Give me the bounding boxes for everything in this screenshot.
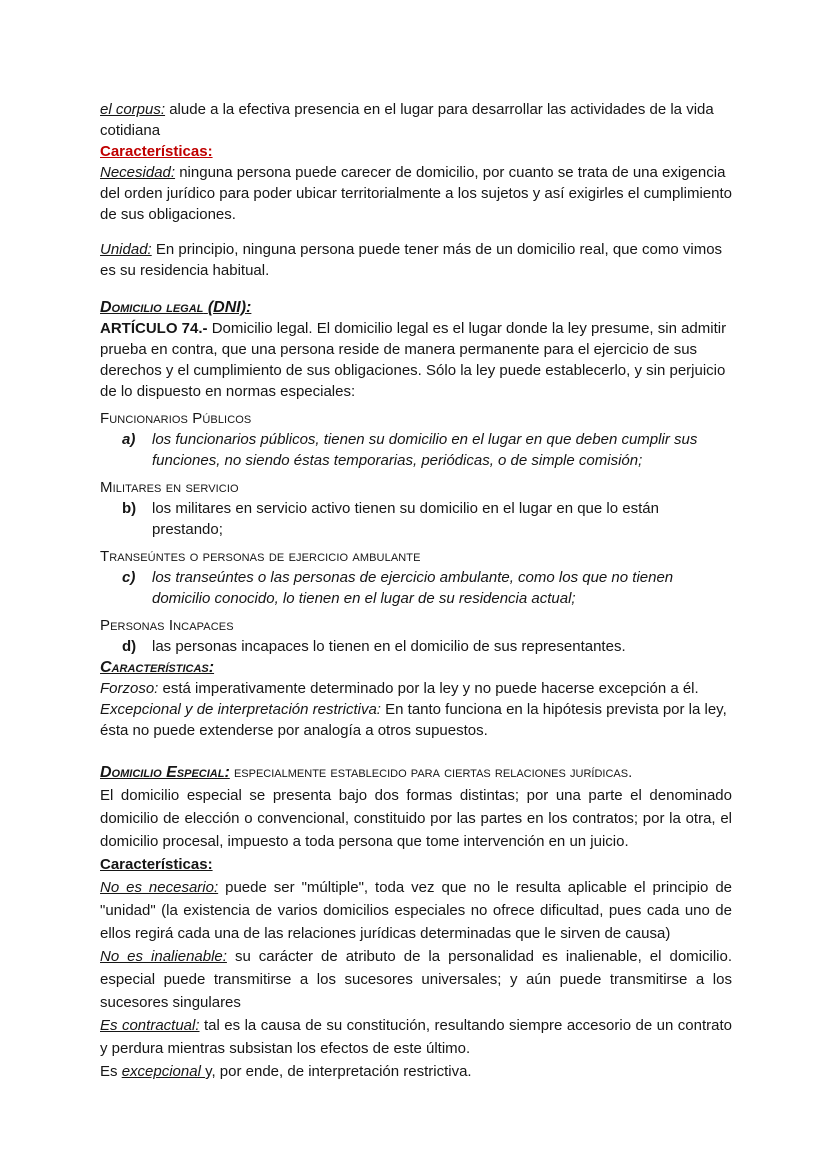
paragraph-necesidad: [100, 162, 732, 225]
item-label-transeuntes: Transeúntes o personas de ejercicio ambulante: [100, 548, 421, 565]
paragraph-es-excepcional: [100, 1060, 732, 1083]
paragraph-excepcional-restrictiva: [100, 699, 732, 741]
lead-forzoso: Forzoso:: [100, 680, 159, 697]
list-marker-b: b): [122, 500, 137, 517]
text-necesidad: ninguna persona puede carecer de domicilio, por cuanto se trata de una exigencia del orden jurídico para poder ubicar territorialmente a los sujetos y así exigirles el cumplimiento de sus obligaciones.: [100, 164, 732, 223]
heading-caracteristicas-domicilio-legal: Características:: [100, 659, 215, 676]
lead-el-corpus: el corpus:: [100, 101, 166, 118]
text-no-es-inalienable: su carácter de atributo de la personalidad es inalienable, el domicilio. especial puede transmitirse a los sucesores universales; y aún puede transmitirse a los sucesores singulares: [100, 948, 732, 1011]
paragraph-unidad: [100, 239, 732, 281]
heading-caracteristicas-domicilio-especial: Características:: [100, 856, 213, 873]
section-domicilio-especial: [100, 761, 732, 1083]
list-text-a: los funcionarios públicos, tienen su domicilio en el lugar en que deben cumplir sus funciones, no siendo éstas temporarias, periódicas, o de simple comisión;: [152, 431, 698, 469]
heading-domicilio-legal: [100, 297, 732, 318]
text-forzoso: está imperativamente determinado por la ley y no puede hacerse excepción a él.: [162, 680, 699, 697]
lead-articulo-74: ARTÍCULO 74.-: [100, 320, 208, 337]
heading-caracteristicas-domicilio-real: Características:: [100, 143, 213, 160]
text-articulo-74: Domicilio legal. El domicilio legal es el lugar donde la ley presume, sin admitir prueba en contra, que una persona reside de manera permanente para el ejercicio de sus derechos y el cumplimiento de sus obligaciones. Sólo la ley puede establecerlo, y sin perjuicio de lo dispuesto en normas especiales:: [100, 320, 727, 400]
paragraph-especial-intro: El domicilio especial se presenta bajo dos formas distintas; por una parte el denominado domicilio de elección o convencional, constituido por las partes en los contratos; por la otra, el domicilio procesal, impuesto a toda persona que tome intervención en un juicio.: [100, 787, 732, 850]
list-text-c: los transeúntes o las personas de ejercicio ambulante, como los que no tienen domicilio conocido, lo tienen en el lugar de su residencia actual;: [152, 569, 674, 607]
list-marker-c: c): [122, 569, 136, 586]
item-label-funcionarios-publicos: Funcionarios Públicos: [100, 410, 252, 427]
paragraph-corpus: [100, 99, 732, 141]
heading-domicilio-especial: [100, 761, 732, 784]
text-es-excepcional-pre: Es: [100, 1063, 118, 1080]
heading-domicilio-legal-title: Domicilio legal: [100, 299, 204, 316]
text-no-es-necesario: puede ser "múltiple", toda vez que no le resulta aplicable el principio de "unidad" (la existencia de varios domicilios especiales no ofrece dificultad, pues cada uno de ellos regirá cada una de las relaciones jurídicas determinadas que le sirven de causa): [100, 879, 733, 942]
lead-unidad: Unidad:: [100, 241, 152, 258]
list-text-b: los militares en servicio activo tienen su domicilio en el lugar en que lo están prestando;: [152, 500, 659, 538]
list-item-c: [122, 567, 732, 609]
lead-no-es-necesario: No es necesario:: [100, 879, 219, 896]
text-unidad: En principio, ninguna persona puede tener más de un domicilio real, que como vimos es su residencia habitual.: [100, 241, 723, 279]
list-item-a: [122, 429, 732, 471]
paragraph-forzoso: [100, 678, 732, 699]
list-text-d: las personas incapaces lo tienen en el domicilio de sus representantes.: [152, 638, 626, 655]
text-es-excepcional-word: excepcional: [121, 1063, 206, 1080]
text-es-excepcional-post: y, por ende, de interpretación restrictiva.: [205, 1063, 472, 1080]
list-item-b: [122, 498, 732, 540]
lead-excepcional-restrictiva: Excepcional y de interpretación restrictiva:: [100, 701, 381, 718]
text-es-contractual: tal es la causa de su constitución, resultando siempre accesorio de un contrato y perdura mientras subsistan los efectos de este último.: [100, 1017, 732, 1057]
list-marker-a: a): [122, 431, 136, 448]
lead-necesidad: Necesidad:: [100, 164, 176, 181]
text-excepcional-restrictiva: En tanto funciona en la hipótesis prevista por la ley, ésta no puede extenderse por analogía a otros supuestos.: [100, 701, 727, 739]
paragraph-no-es-inalienable: [100, 945, 732, 1014]
heading-domicilio-especial-title: Domicilio Especial:: [100, 764, 230, 781]
item-label-personas-incapaces: Personas Incapaces: [100, 617, 234, 634]
item-label-militares-en-servicio: Militares en servicio: [100, 479, 239, 496]
heading-domicilio-especial-subtitle: especialmente establecido para ciertas relaciones jurídicas.: [233, 764, 633, 781]
paragraph-es-contractual: [100, 1014, 732, 1060]
heading-domicilio-legal-suffix: (DNI):: [207, 299, 252, 316]
paragraph-articulo-74: [100, 318, 732, 402]
lead-no-es-inalienable: No es inalienable:: [100, 948, 227, 965]
lead-es-contractual: Es contractual:: [100, 1017, 200, 1034]
paragraph-no-es-necesario: [100, 876, 732, 945]
list-marker-d: d): [122, 638, 137, 655]
document-content: [100, 99, 732, 1083]
list-item-d: [122, 636, 732, 657]
text-el-corpus: alude a la efectiva presencia en el lugar para desarrollar las actividades de la vida cotidiana: [100, 101, 714, 139]
